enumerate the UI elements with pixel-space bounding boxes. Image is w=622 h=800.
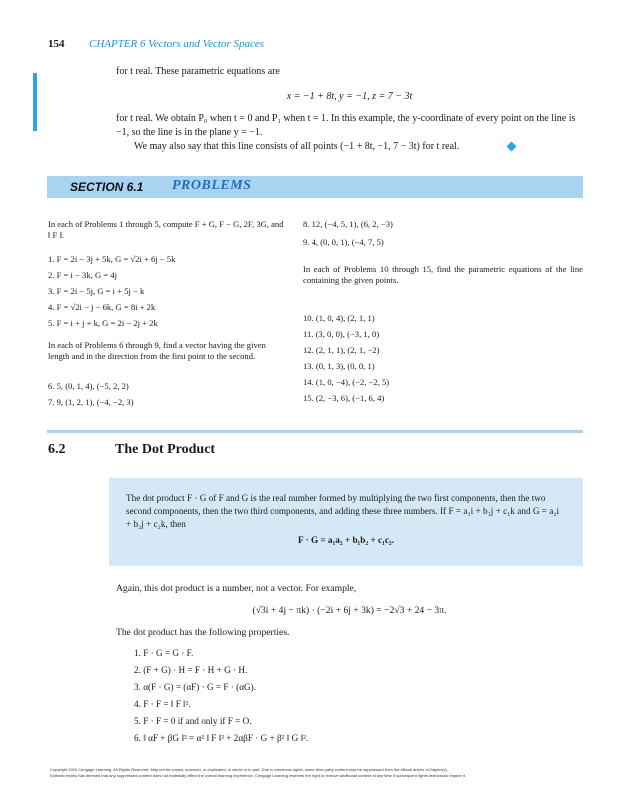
example-line: Again, this dot product is a number, not a vector. For example, <box>116 583 357 594</box>
problem-item: 4. F = √2i − j − 6k, G = 8i + 2k <box>48 302 156 312</box>
margin-bar <box>33 73 37 131</box>
section-divider <box>47 430 583 433</box>
property-item: 4. F · F = ‖ F ‖². <box>134 699 191 709</box>
intro-line: for t real. These parametric equations are <box>116 66 280 77</box>
problem-list-2b <box>303 218 393 254</box>
problem-item: 6. 5, (0, 1, 4), (−5, 2, 2) <box>48 381 129 391</box>
problems-intro-2: In each of Problems 6 through 9, find a vector having the given length and in the direction from the first point to the second. <box>48 340 266 361</box>
definition-box <box>109 478 583 566</box>
problems-intro-3: In each of Problems 10 through 15, find the parametric equations of the line containing the given points. <box>303 264 583 285</box>
problem-item: 3. F = 2i − 5j, G = i + 5j − k <box>48 286 145 296</box>
property-item: 3. α(F · G) = (αF) · G = F · (αG). <box>134 682 257 692</box>
property-item: 6. ‖ αF + βG ‖² = α² ‖ F ‖² + 2αβF · G + β² ‖ G ‖². <box>134 733 309 743</box>
problem-item: 10. (1, 0, 4), (2, 1, 1) <box>303 313 375 323</box>
problem-item: 11. (3, 0, 0), (−3, 1, 0) <box>303 329 380 339</box>
intro-equation: x = −1 + 8t, y = −1, z = 7 − 3t <box>286 91 413 102</box>
property-item: 5. F · F = 0 if and only if F = O. <box>134 716 252 726</box>
definition-text: The dot product F · G of F and G is the real number formed by multiplying the two first components, then the two second components, then the two third components, and adding these three numbers. If F = a₁i + b₁j + c₁k and G = a₂i + b₂j + c₂k, then <box>126 493 560 529</box>
copyright-line: Copyright 2010 Cengage Learning. All Rights Reserved. May not be copied, scanned, or duplicated, in whole or in part. Due to electronic rights, some third party content may be suppressed from the eBook and/or eChapter(s). <box>50 767 448 772</box>
property-item: 1. F · G = G · F. <box>134 648 194 658</box>
problem-item: 8. 12, (−4, 5, 1), (6, 2, −3) <box>303 219 393 229</box>
chapter-title: CHAPTER 6 Vectors and Vector Spaces <box>89 38 265 50</box>
section-label: SECTION 6.1 <box>70 180 144 194</box>
intro-paragraph: for t real. We obtain P₀ when t = 0 and P₁ when t = 1. In this example, the y-coordinate of every point on the line is −1, so the line is in the plane y = −1. <box>116 113 576 138</box>
intro-last-line: We may also say that this line consists of all points (−1 + 8t, −1, 7 − 3t) for t real. <box>134 141 460 152</box>
problem-list-1 <box>48 253 175 333</box>
problem-list-3 <box>303 312 389 408</box>
property-item: 2. (F + G) · H = F · H + G · H. <box>134 665 248 675</box>
problem-item: 5. F = i + j + k, G = 2i − 2j + 2k <box>48 318 158 328</box>
section-title: PROBLEMS <box>172 178 252 193</box>
definition-formula: F · G = a₁a₂ + b₁b₂ + c₁c₂. <box>298 535 394 545</box>
properties-intro: The dot product has the following properties. <box>116 627 290 638</box>
properties-list <box>134 645 308 747</box>
problem-item: 12. (2, 1, 1), (2, 1, −2) <box>303 345 380 355</box>
copyright-notice <box>50 767 580 779</box>
problem-item: 15. (2, −3, 6), (−1, 6, 4) <box>303 393 385 403</box>
problem-item: 14. (1, 0, −4), (−2, −2, 5) <box>303 377 390 387</box>
page-number: 154 <box>48 38 65 50</box>
example-equation: (√3i + 4j − πk) · (−2i + 6j + 3k) = −2√3 + 24 − 3π. <box>252 605 447 616</box>
problems-intro-1: In each of Problems 1 through 5, compute F + G, F − G, 2F, 3G, and ‖ F ‖. <box>48 219 284 240</box>
problem-item: 1. F = 2i − 3j + 5k, G = √2i + 6j − 5k <box>48 254 176 264</box>
section-number: 6.2 <box>48 442 66 457</box>
problem-item: 13. (0, 1, 3), (0, 0, 1) <box>303 361 375 371</box>
problem-item: 2. F = i − 3k, G = 4j <box>48 270 117 280</box>
problem-item: 7. 9, (1, 2, 1), (−4, −2, 3) <box>48 397 134 407</box>
section-heading: The Dot Product <box>115 442 216 457</box>
problem-list-2a <box>48 380 134 412</box>
copyright-line: Editorial review has deemed that any suppressed content does not materially affect the overall learning experience. Cengage Learning reserves the right to remove additional content at any time if subsequent rights restrictions require it. <box>50 773 466 778</box>
problem-item: 9. 4, (0, 0, 1), (−4, 7, 5) <box>303 237 384 247</box>
